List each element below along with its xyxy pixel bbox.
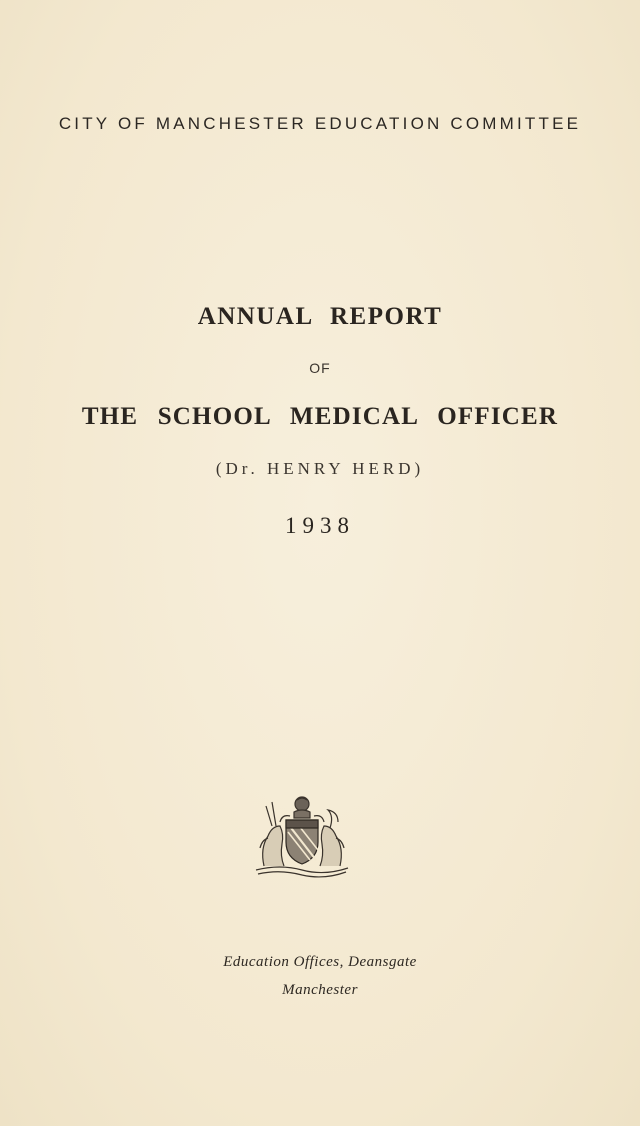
annual-report-heading: ANNUAL REPORT [197,303,443,330]
city-coat-of-arms-icon [250,790,354,880]
publisher-city: Manchester [282,982,358,998]
of-connector: OF [309,360,331,376]
publisher-address: Education Offices, Deansgate [223,954,417,970]
report-year: 1938 [285,513,355,538]
committee-heading: CITY OF MANCHESTER EDUCATION COMMITTEE [58,114,582,133]
author-line: (Dr. HENRY HERD) [215,459,425,478]
report-title: THE SCHOOL MEDICAL OFFICER [81,403,559,430]
